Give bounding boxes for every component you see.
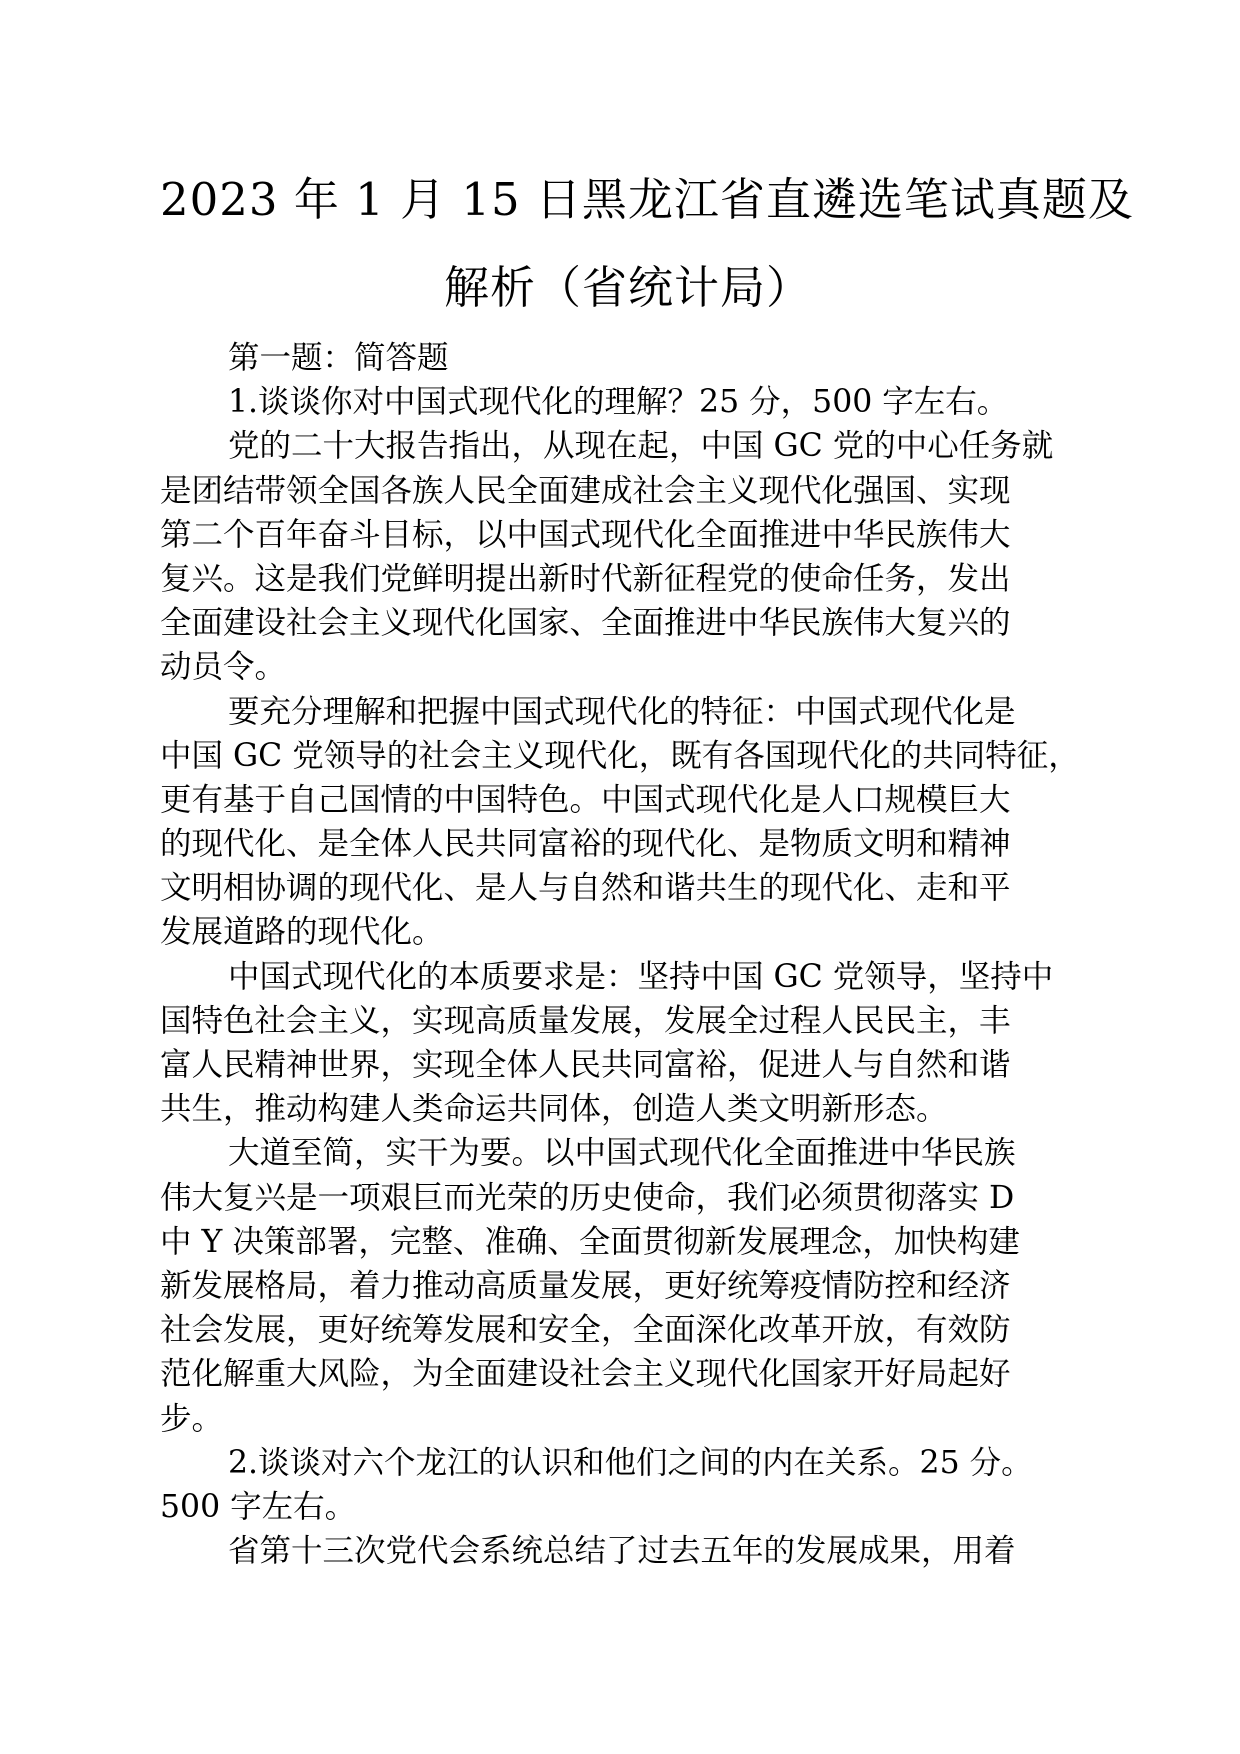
body-line: 500 字左右。 xyxy=(160,1488,357,1525)
body-line: 中 Y 决策部署，完整、准确、全面贯彻新发展理念，加快构建 xyxy=(160,1223,1020,1260)
body-line: 省第十三次党代会系统总结了过去五年的发展成果，用着 xyxy=(228,1533,1016,1570)
body-line: 社会发展，更好统筹发展和安全，全面深化改革开放，有效防 xyxy=(160,1312,1011,1349)
body-line: 更有基于自己国情的中国特色。中国式现代化是人口规模巨大 xyxy=(160,781,1011,818)
body-line: 共生，推动构建人类命运共同体，创造人类文明新形态。 xyxy=(160,1091,948,1128)
body-line: 伟大复兴是一项艰巨而光荣的历史使命，我们必须贯彻落实 D xyxy=(160,1179,1015,1216)
body-line: 第二个百年奋斗目标，以中国式现代化全面推进中华民族伟大 xyxy=(160,516,1011,553)
body-line: 文明相协调的现代化、是人与自然和谐共生的现代化、走和平 xyxy=(160,870,1011,907)
title-line-1: 2023 年 1 月 15 日黑龙江省直遴选笔试真题及 xyxy=(160,173,1134,226)
question-2: 2.谈谈对六个龙江的认识和他们之间的内在关系。25 分。 xyxy=(228,1444,1033,1481)
document-title xyxy=(160,156,1134,332)
body-line: 中国 GC 党领导的社会主义现代化，既有各国现代化的共同特征， xyxy=(160,737,1080,774)
title-line-2: 解析（省统计局） xyxy=(443,261,812,314)
section-heading: 第一题：简答题 xyxy=(228,340,449,376)
body-line: 是团结带领全国各族人民全面建成社会主义现代化强国、实现 xyxy=(160,472,1011,509)
document-body xyxy=(160,336,1096,1573)
body-line: 的现代化、是全体人民共同富裕的现代化、是物质文明和精神 xyxy=(160,826,1011,863)
body-line: 富人民精神世界，实现全体人民共同富裕，促进人与自然和谐 xyxy=(160,1047,1011,1083)
question-1: 1.谈谈你对中国式现代化的理解？25 分，500 字左右。 xyxy=(228,384,1009,421)
body-line: 要充分理解和把握中国式现代化的特征：中国式现代化是 xyxy=(228,693,1016,730)
body-line: 中国式现代化的本质要求是：坚持中国 GC 党领导，坚持中 xyxy=(228,958,1054,995)
body-line: 动员令。 xyxy=(160,649,287,686)
body-line: 范化解重大风险，为全面建设社会主义现代化国家开好局起好 xyxy=(160,1356,1011,1393)
body-line: 党的二十大报告指出，从现在起，中国 GC 党的中心任务就 xyxy=(228,428,1054,465)
body-line: 大道至简，实干为要。以中国式现代化全面推进中华民族 xyxy=(228,1135,1016,1172)
body-line: 步。 xyxy=(160,1400,224,1437)
body-line: 新发展格局，着力推动高质量发展，更好统筹疫情防控和经济 xyxy=(160,1267,1011,1304)
body-line: 全面建设社会主义现代化国家、全面推进中华民族伟大复兴的 xyxy=(160,605,1011,642)
body-line: 国特色社会主义，实现高质量发展，发展全过程人民民主，丰 xyxy=(160,1002,1011,1039)
document-page xyxy=(160,0,1134,1754)
body-line: 发展道路的现代化。 xyxy=(160,914,444,951)
body-line: 复兴。这是我们党鲜明提出新时代新征程党的使命任务，发出 xyxy=(160,560,1011,597)
